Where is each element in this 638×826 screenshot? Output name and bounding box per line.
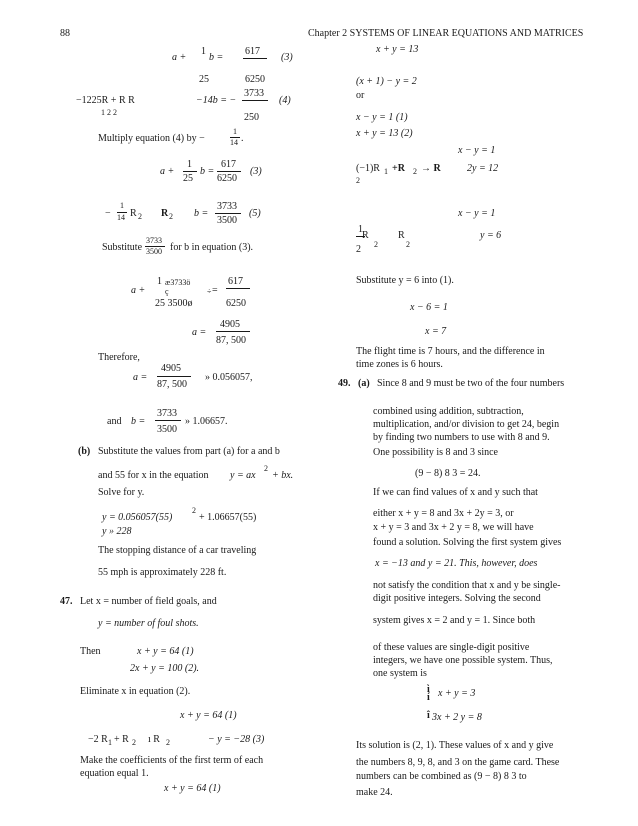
- equation-tag: (3): [250, 166, 262, 177]
- body-text: numbers can be combined as (9 − 8) 8 3 to: [356, 771, 527, 782]
- fraction-denominator: 6250: [217, 173, 237, 184]
- body-text: y = number of foul shots.: [98, 618, 199, 629]
- equation-line: x − y = 1 (1): [356, 112, 408, 123]
- equation-line: b =: [194, 208, 209, 219]
- body-text: of these values are single-digit positive: [373, 642, 530, 653]
- fraction-numerator: 1: [358, 224, 363, 235]
- fraction-denominator: 2: [356, 244, 361, 255]
- fraction-denominator: 3500: [217, 215, 237, 226]
- equation-line: + 1.06657(55): [199, 512, 257, 523]
- fraction-denominator: 87, 500: [216, 335, 246, 346]
- body-text: found a solution. Solving the first system gives: [373, 537, 562, 548]
- chapter-title: Chapter 2 SYSTEMS OF LINEAR EQUATIONS AND MATRICES: [308, 28, 584, 39]
- equation-line: a +: [160, 166, 175, 177]
- equation-tag: (5): [249, 208, 261, 219]
- row-operation: → R: [421, 163, 441, 174]
- body-text: Let x = number of field goals, and: [80, 596, 217, 607]
- body-text: not satisfy the condition that x and y be single-: [373, 580, 561, 591]
- fraction-bar: [216, 331, 250, 332]
- body-text: for b in equation (3).: [170, 242, 254, 253]
- fraction-denominator: 6250: [226, 298, 246, 309]
- equation-line: a +: [131, 285, 146, 296]
- matrix-symbol: æ3733ö: [165, 278, 191, 287]
- body-text: the numbers 8, 9, 8, and 3 on the game card. These: [356, 757, 560, 768]
- equation-line: y = 0.056057(55): [102, 512, 173, 523]
- row-operation: +R: [392, 163, 405, 174]
- fraction-numerator: 617: [228, 276, 243, 287]
- subscript: 1: [108, 738, 112, 747]
- fraction-bar: [215, 213, 241, 214]
- page-number: 88: [60, 28, 70, 39]
- equation-line: x = 7: [425, 326, 447, 337]
- problem-number: 47.: [60, 596, 73, 607]
- fraction-numerator: 4905: [161, 363, 181, 374]
- fraction-numerator: 1: [201, 46, 206, 57]
- subscript: 2: [138, 212, 142, 221]
- body-text: Substitute: [102, 242, 143, 253]
- equation-line: 2x + y = 100 (2).: [130, 663, 200, 674]
- fraction-numerator: 617: [245, 46, 260, 57]
- equation-line: b =: [131, 416, 146, 427]
- equation-line: =: [212, 285, 218, 296]
- equation-line: a =: [133, 372, 148, 383]
- body-text: Its solution is (2, 1). These values of x and y give: [356, 740, 554, 751]
- equation-line: b =: [209, 52, 224, 63]
- fraction-numerator: 4905: [220, 319, 240, 330]
- equation-line: x + y = 64 (1): [180, 710, 237, 721]
- body-text: Solve for y.: [98, 487, 145, 498]
- subscript: 2: [413, 167, 417, 176]
- equation-tag: (3): [281, 52, 293, 63]
- body-text: Make the coefficients of the first term of each: [80, 755, 264, 766]
- fraction-bar: [243, 58, 267, 59]
- fraction-denominator: 87, 500: [157, 379, 187, 390]
- body-text: x = −13 and y = 21. This, however, does: [375, 558, 538, 569]
- subscript: 2: [166, 738, 170, 747]
- fraction-denominator: 25: [199, 74, 209, 85]
- body-text: by finding two numbers to use with 8 and 9.: [373, 432, 550, 443]
- equation-line: 3x + 2 y = 8: [432, 712, 482, 723]
- equation-line: 2y = 12: [467, 163, 499, 174]
- body-text: equation equal 1.: [80, 768, 149, 779]
- fraction-numerator: 1: [233, 127, 237, 136]
- fraction-numerator: 3733: [146, 236, 162, 245]
- equation-line: x − y = 1: [458, 208, 496, 219]
- fraction-bar: [226, 288, 250, 289]
- body-text: system gives x = 2 and y = 1. Since both: [373, 615, 536, 626]
- row-operation: R: [398, 230, 405, 241]
- equation-line: x + y = 64 (1): [164, 783, 221, 794]
- body-text: The stopping distance of a car traveling: [98, 545, 257, 556]
- body-text: time zones is 6 hours.: [356, 359, 443, 370]
- body-text: Then: [80, 646, 101, 657]
- superscript: 2: [264, 464, 268, 473]
- row-operation: + R: [114, 734, 129, 745]
- row-operation: −1225R + R R: [76, 95, 135, 106]
- fraction-denominator: 14: [230, 138, 238, 147]
- fraction-denominator: 3500: [157, 424, 177, 435]
- fraction-numerator: 617: [221, 159, 236, 170]
- fraction-bar: [217, 171, 241, 172]
- fraction-numerator: 1: [187, 159, 192, 170]
- row-operation: R: [130, 208, 137, 219]
- body-text: integers, we have one possible system. Thus,: [373, 655, 553, 666]
- subscript: 2: [356, 176, 360, 185]
- row-operation: R: [161, 208, 169, 219]
- row-operation: (−1)R: [356, 163, 380, 174]
- fraction-denominator: 25: [183, 173, 193, 184]
- body-text: either x + y = 8 and 3x + 2y = 3, or: [373, 508, 514, 519]
- body-text: x + y = 3 and 3x + 2 y = 8, we will have: [373, 522, 534, 533]
- body-text: If we can find values of x and y such that: [373, 487, 538, 498]
- equation-line: x + y = 3: [438, 688, 476, 699]
- body-text: multiplication, and/or division to get 24, begin: [373, 419, 560, 430]
- row-operation: R: [362, 230, 369, 241]
- fraction-numerator: 3733: [157, 408, 177, 419]
- equation-line: y » 228: [102, 526, 132, 537]
- equation-line: x + y = 64 (1): [137, 646, 194, 657]
- body-text: The flight time is 7 hours, and the difference in: [356, 346, 545, 357]
- part-label: (a): [358, 378, 370, 389]
- body-text: One possibility is 8 and 3 since: [373, 447, 498, 458]
- fraction-bar: [155, 420, 181, 421]
- row-operation: ı R: [148, 734, 160, 745]
- brace-symbol: ì: [427, 684, 430, 695]
- body-text: and: [107, 416, 122, 427]
- fraction-denominator: 3500: [146, 247, 162, 256]
- equation-line: b =: [200, 166, 215, 177]
- problem-number: 49.: [338, 378, 351, 389]
- row-operation: −2 R: [88, 734, 108, 745]
- body-text: and 55 for x in the equation: [98, 470, 209, 481]
- punctuation: .: [241, 133, 244, 144]
- row-operation: −: [105, 208, 111, 219]
- part-label: (b): [78, 446, 91, 457]
- body-text: one system is: [373, 668, 427, 679]
- fraction-bar: [183, 171, 197, 172]
- body-text: 55 mph is approximately 228 ft.: [98, 567, 227, 578]
- brace-symbol: í: [427, 692, 430, 703]
- brace-symbol: î: [427, 710, 430, 721]
- equation-line: x − 6 = 1: [410, 302, 448, 313]
- body-text: Multiply equation (4) by −: [98, 133, 205, 144]
- equation-line: y = ax: [230, 470, 256, 481]
- fraction-numerator: 1: [157, 276, 162, 287]
- body-text: or: [356, 90, 365, 101]
- fraction-denominator: 25 3500ø: [155, 298, 193, 309]
- equation-tag: (4): [279, 95, 291, 106]
- body-text: Therefore,: [98, 352, 140, 363]
- row-operation-subscripts: 1 2 2: [101, 108, 117, 117]
- fraction-bar: [242, 100, 268, 101]
- matrix-symbol: ç: [165, 287, 169, 296]
- subscript: 2: [169, 212, 173, 221]
- body-text: Substitute y = 6 into (1).: [356, 275, 454, 286]
- body-text: Substitute the values from part (a) for a and b: [98, 446, 280, 457]
- equation-line: a =: [192, 327, 207, 338]
- body-text: combined using addition, subtraction,: [373, 406, 524, 417]
- equation-line: x − y = 1: [458, 145, 496, 156]
- equation-line: a +: [172, 52, 187, 63]
- approximation: » 0.056057,: [205, 372, 253, 383]
- subscript: 2: [406, 240, 410, 249]
- subscript: 1: [384, 167, 388, 176]
- body-text: make 24.: [356, 787, 393, 798]
- equation-line: x + y = 13 (2): [356, 128, 413, 139]
- matrix-symbol: ÷: [207, 287, 212, 296]
- equation-line: −14b = −: [196, 95, 237, 106]
- equation-line: (x + 1) − y = 2: [356, 76, 417, 87]
- equation-line: + bx.: [272, 470, 294, 481]
- fraction-denominator: 250: [244, 112, 259, 123]
- subscript: 2: [374, 240, 378, 249]
- fraction-bar: [157, 376, 191, 377]
- body-text: Since 8 and 9 must be two of the four numbers: [377, 378, 565, 389]
- body-text: Eliminate x in equation (2).: [80, 686, 191, 697]
- fraction-denominator: 14: [117, 213, 125, 222]
- subscript: 2: [132, 738, 136, 747]
- fraction-numerator: 3733: [244, 88, 264, 99]
- equation-line: y = 6: [480, 230, 502, 241]
- body-text: digit positive integers. Solving the second: [373, 593, 541, 604]
- approximation: » 1.06657.: [185, 416, 228, 427]
- equation-line: x + y = 13: [376, 44, 419, 55]
- fraction-denominator: 6250: [245, 74, 265, 85]
- fraction-numerator: 1: [120, 201, 124, 210]
- fraction-numerator: 3733: [217, 201, 237, 212]
- equation-line: (9 − 8) 8 3 = 24.: [415, 468, 481, 479]
- equation-line: − y = −28 (3): [208, 734, 265, 745]
- superscript: 2: [192, 506, 196, 515]
